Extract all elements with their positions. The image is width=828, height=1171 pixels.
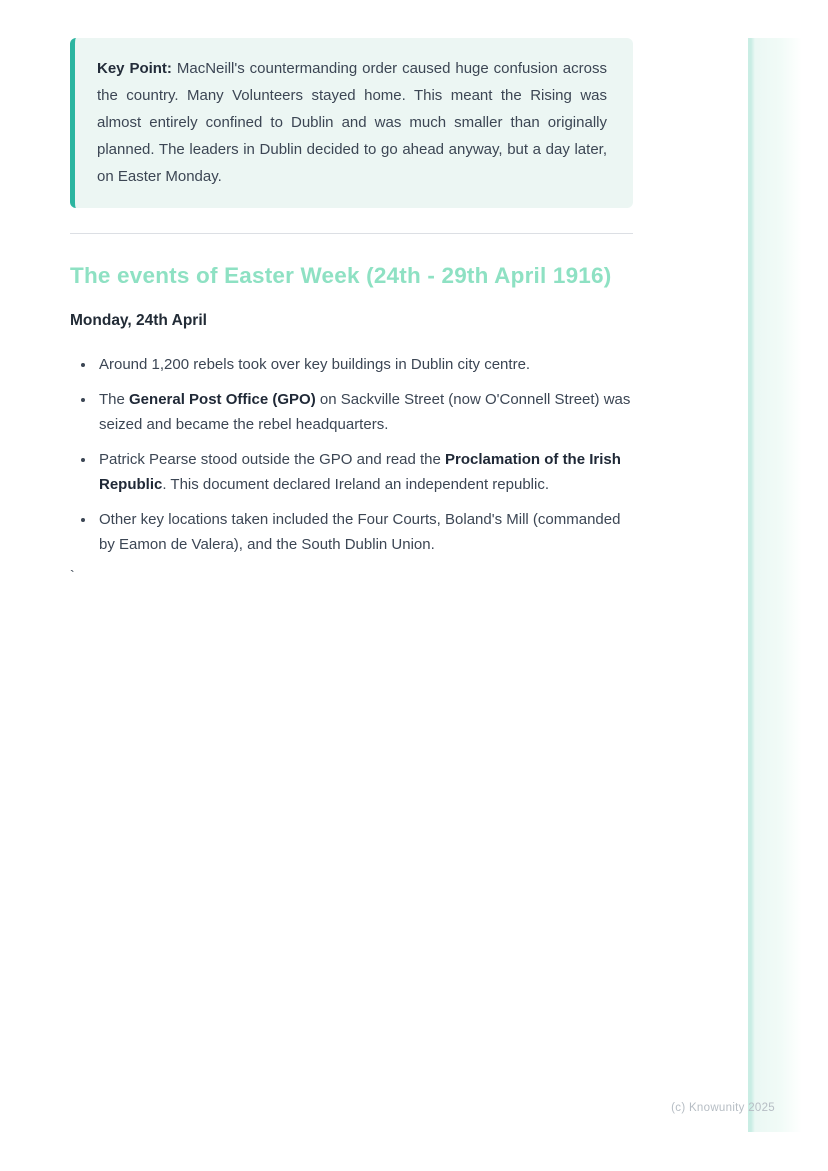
key-point-body: MacNeill's countermanding order caused huge confusion across the country. Many Volunteers stayed home. This meant the Rising was almost entirely confined to Dublin and was much smaller than originally planned. The leaders in Dublin decided to go ahead anyway, but a day later, on Easter Monday. — [97, 60, 607, 185]
section-divider — [70, 233, 633, 234]
key-point-label: Key Point: — [97, 60, 172, 77]
list-item-text: Patrick Pearse stood outside the GPO and read the — [99, 450, 446, 468]
list-item-text: The — [99, 390, 130, 408]
list-item — [96, 387, 633, 438]
list-item-bold-text: Proclamation of the Irish Republic — [99, 450, 621, 493]
list-item-text: Around 1,200 rebels took over key buildings in Dublin city centre. — [99, 356, 531, 373]
list-item-text: Other key locations taken included the Four Courts, Boland's Mill (commanded by Eamon de Valera), and the South Dublin Union. — [99, 510, 621, 553]
right-accent-stripe — [748, 38, 802, 1132]
page-content — [70, 38, 633, 583]
section-heading: The events of Easter Week (24th - 29th April 1916) — [70, 263, 612, 288]
subsection-heading: Monday, 24th April — [70, 312, 207, 329]
list-item-bold-text: General Post Office (GPO) — [129, 390, 316, 408]
list-item-text: . This document declared Ireland an independent republic. — [162, 476, 549, 493]
list-item — [96, 352, 633, 378]
key-point-text — [97, 55, 607, 190]
list-item — [96, 447, 633, 498]
bullet-list — [70, 352, 633, 558]
footer-copyright: (c) Knowunity 2025 — [671, 1102, 775, 1114]
list-item-text: on Sackville Street (now O'Connell Street) was seized and became the rebel headquarters. — [99, 390, 631, 433]
stray-backtick: ` — [70, 566, 75, 583]
key-point-callout — [70, 38, 633, 208]
list-item — [96, 507, 633, 558]
